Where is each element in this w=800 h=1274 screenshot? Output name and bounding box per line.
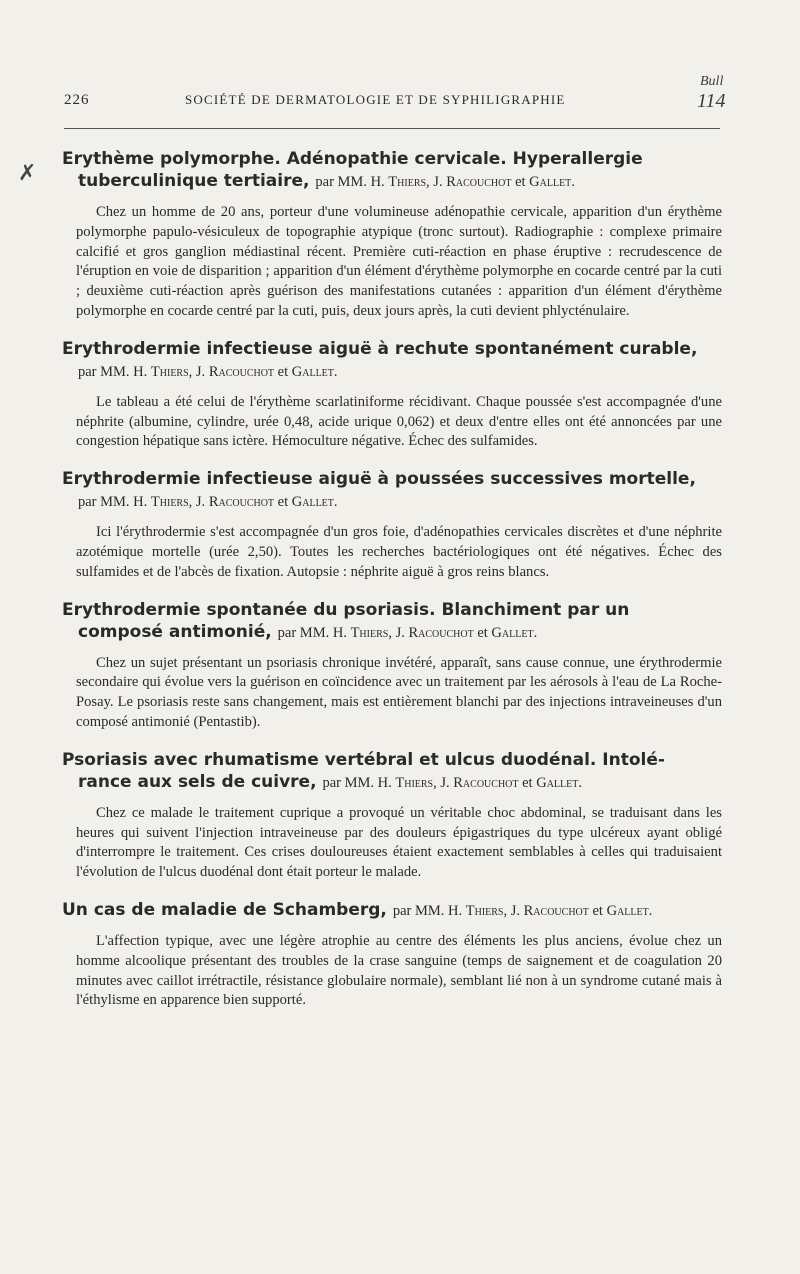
article-list — [62, 148, 722, 1027]
title-text: Psoriasis avec rhumatisme vertébral et ulcus duodénal. Intolé- — [62, 749, 665, 770]
article-section — [62, 899, 722, 1011]
title-text: Erythème polymorphe. Adénopathie cervicale. Hyperallergie — [62, 149, 643, 169]
authors: par MM. H. Thiers, J. Racouchot et Gallet. — [277, 624, 538, 641]
article-body: Le tableau a été celui de l'érythème scarlatiniforme récidivant. Chaque poussée s'est accompagnée d'une néphrite (albumine, cylindre, urée 0,48, acide urique 0,062) et deux d'entre elles ont été annoncées par une congestion hépatique sans ictère. Hémoculture négative. Échec des sulfamides. — [76, 393, 722, 450]
authors: par MM. H. Thiers, J. Racouchot et Gallet. — [322, 774, 582, 791]
article-body: Chez un homme de 20 ans, porteur d'une volumineuse adénopathie cervicale, apparition d'un érythème polymorphe papulo-vésiculeux de topographie atypique (tronc surtout). Radiographie : complexe primaire calcifié et gros ganglion médiastinal récent. Première cuti-réaction en phase éruptive : recrudescence de l'éruption en voie de disparition ; apparition d'un élément d'érythème polymorphe en cocarde centré par la cuti ; deuxième cuti-réaction après guérison des manifestations cutanées : apparition d'un élément d'érythème polymorphe en cocarde centré par la cuti, puis, deux jours après, la cuti devient phlycténulaire. — [76, 204, 722, 319]
authors: par MM. H. Thiers, J. Racouchot et Gallet. — [392, 902, 653, 919]
title-text: Un cas de maladie de Schamberg, — [62, 899, 387, 920]
authors: par MM. H. Thiers, J. Racouchot et Gallet. — [78, 363, 338, 380]
handwritten-number: 114 — [697, 90, 726, 112]
article-title — [62, 148, 722, 193]
handwritten-note: Bull — [700, 74, 724, 89]
title-text: tuberculinique tertiaire, — [78, 171, 310, 191]
running-head: SOCIÉTÉ DE DERMATOLOGIE ET DE SYPHILIGRAPHIE — [185, 92, 566, 107]
page-number: 226 — [64, 92, 90, 108]
article-title — [62, 749, 722, 794]
title-text: Erythrodermie spontanée du psoriasis. Blanchiment par un — [62, 599, 630, 620]
article-body: Chez ce malade le traitement cuprique a provoqué un véritable choc abdominal, se traduisant dans les heures qui suivent l'injection intraveineuse par des douleurs épigastriques du type ulcéreux ayant obligé d'interrompre le traitement. Ces crises douloureuses étaient exactement semblables à celles qui traduisaient l'évolution de l'ulcus duodénal dont était porteur le malade. — [76, 804, 722, 881]
authors: par MM. H. Thiers, J. Racouchot et Gallet. — [315, 174, 575, 190]
title-text: rance aux sels de cuivre, — [78, 771, 317, 792]
article-section — [62, 599, 722, 733]
article-section — [62, 148, 722, 322]
article-section — [62, 749, 722, 883]
authors: par MM. H. Thiers, J. Racouchot et Gallet. — [78, 494, 338, 511]
header-rule — [64, 128, 720, 129]
article-body: L'affection typique, avec une légère atrophie au centre des éléments les plus anciens, évolue chez un homme alcoolique présentant des troubles de la crase sanguine (temps de saignement et de coagulation 20 minutes avec caillot irrétractile, résistance globulaire normale), semblant lié non à un syndrome cutané mais à l'éthylisme en apparence bien supporté. — [76, 932, 722, 1009]
title-text: Erythrodermie infectieuse aiguë à rechute spontanément curable, — [62, 338, 698, 359]
article-title — [62, 338, 722, 383]
article-title — [62, 599, 722, 644]
article-title — [62, 899, 722, 922]
title-text: Erythrodermie infectieuse aiguë à poussées successives mortelle, — [62, 469, 696, 490]
article-section — [62, 338, 722, 452]
handwritten-check-mark-icon: ✗ — [18, 160, 37, 185]
article-body: Chez un sujet présentant un psoriasis chronique invétéré, apparaît, sans cause connue, une érythrodermie secondaire qui évolue vers la guérison en coïncidence avec un traitement par les aérosols à l'eau de La Roche-Posay. Le psoriasis reste sans changement, mais est entièrement blanchi par des injections intraveineuses d'un composé antimonié (Pentastib). — [76, 654, 722, 730]
article-title — [62, 468, 722, 513]
title-text: composé antimonié, — [78, 621, 272, 642]
article-body: Ici l'érythrodermie s'est accompagnée d'un gros foie, d'adénopathies cervicales discrètes et d'une néphrite azotémique mortelle (urée 2,50). Toutes les recherches bactériologiques ont été négatives. Échec des sulfamides et de l'abcès de fixation. Autopsie : néphrite aiguë à gros reins blancs. — [76, 524, 722, 580]
article-section — [62, 468, 722, 582]
